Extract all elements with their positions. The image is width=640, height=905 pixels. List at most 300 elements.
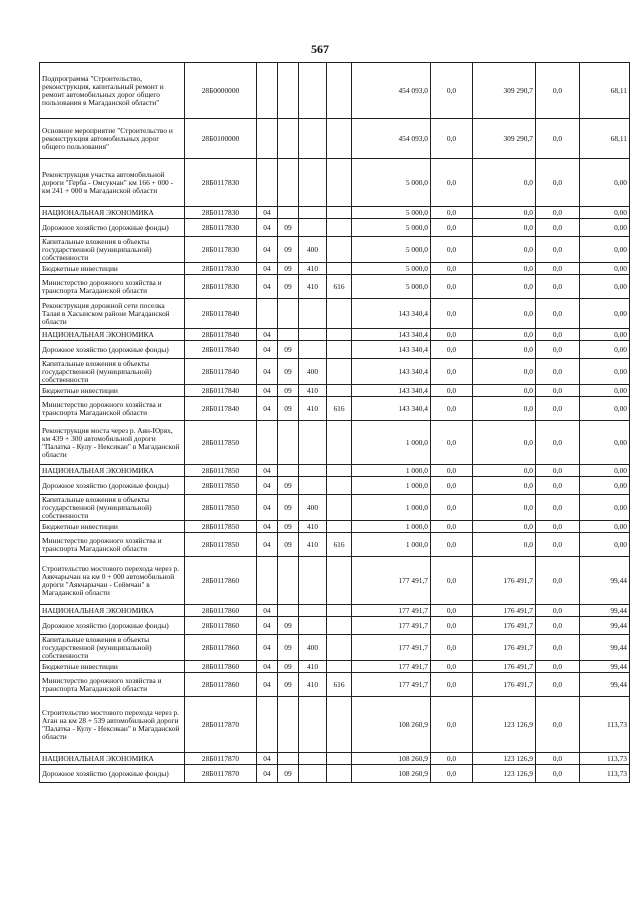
table-row — [40, 397, 630, 421]
row-value-4: 0,0 — [536, 661, 580, 673]
row-value-percent: 0,00 — [580, 397, 630, 421]
row-value-percent: 0,00 — [580, 521, 630, 533]
row-name: Министерство дорожного хозяйства и транспорта Магаданской области — [40, 397, 185, 421]
row-value-actual: 123 126,9 — [473, 753, 536, 765]
row-expense-type — [299, 219, 327, 237]
row-value-4: 0,0 — [536, 359, 580, 385]
row-name: Дорожное хозяйство (дорожные фонды) — [40, 477, 185, 495]
row-subsection — [278, 557, 299, 605]
row-value-2: 0,0 — [431, 753, 473, 765]
row-value-4: 0,0 — [536, 159, 580, 207]
row-code: 28Б0117830 — [185, 237, 257, 263]
row-expense-type — [299, 299, 327, 329]
row-value-plan: 5 000,0 — [352, 219, 431, 237]
row-code: 28Б0117860 — [185, 661, 257, 673]
row-ministry-code — [327, 421, 352, 465]
row-expense-type: 410 — [299, 661, 327, 673]
row-code: 28Б0117840 — [185, 385, 257, 397]
row-expense-type: 400 — [299, 635, 327, 661]
table-row — [40, 661, 630, 673]
row-subsection — [278, 697, 299, 753]
row-value-2: 0,0 — [431, 765, 473, 783]
row-value-plan: 1 000,0 — [352, 421, 431, 465]
row-value-4: 0,0 — [536, 341, 580, 359]
row-code: 28Б0117840 — [185, 329, 257, 341]
row-section: 04 — [257, 359, 278, 385]
table-row — [40, 605, 630, 617]
row-ministry-code — [327, 661, 352, 673]
row-value-plan: 143 340,4 — [352, 329, 431, 341]
row-subsection: 09 — [278, 477, 299, 495]
row-value-actual: 0,0 — [473, 397, 536, 421]
row-value-actual: 0,0 — [473, 207, 536, 219]
row-code: 28Б0117860 — [185, 635, 257, 661]
row-code: 28Б0117870 — [185, 765, 257, 783]
row-value-4: 0,0 — [536, 521, 580, 533]
row-value-plan: 108 260,9 — [352, 753, 431, 765]
row-expense-type — [299, 477, 327, 495]
row-value-actual: 0,0 — [473, 237, 536, 263]
row-name: НАЦИОНАЛЬНАЯ ЭКОНОМИКА — [40, 465, 185, 477]
row-name: НАЦИОНАЛЬНАЯ ЭКОНОМИКА — [40, 207, 185, 219]
row-value-plan: 5 000,0 — [352, 263, 431, 275]
row-section — [257, 557, 278, 605]
row-value-2: 0,0 — [431, 63, 473, 119]
row-value-plan: 177 491,7 — [352, 635, 431, 661]
row-value-percent: 0,00 — [580, 207, 630, 219]
table-row — [40, 219, 630, 237]
row-section — [257, 63, 278, 119]
row-value-plan: 1 000,0 — [352, 477, 431, 495]
row-code: 28Б0117860 — [185, 617, 257, 635]
row-value-percent: 0,00 — [580, 263, 630, 275]
row-ministry-code — [327, 359, 352, 385]
row-ministry-code — [327, 119, 352, 159]
row-value-4: 0,0 — [536, 421, 580, 465]
row-value-plan: 177 491,7 — [352, 617, 431, 635]
row-expense-type — [299, 119, 327, 159]
row-value-2: 0,0 — [431, 263, 473, 275]
row-name: Дорожное хозяйство (дорожные фонды) — [40, 341, 185, 359]
row-section: 04 — [257, 673, 278, 697]
row-expense-type — [299, 697, 327, 753]
row-value-plan: 177 491,7 — [352, 557, 431, 605]
row-value-actual: 176 491,7 — [473, 557, 536, 605]
table-row — [40, 159, 630, 207]
row-code: 28Б0117850 — [185, 477, 257, 495]
page-number: 567 — [311, 42, 329, 56]
row-value-percent: 99,44 — [580, 661, 630, 673]
table-row — [40, 263, 630, 275]
row-ministry-code — [327, 299, 352, 329]
row-name: Основное мероприятие "Строительство и реконструкция автомобильных дорог общего пользования" — [40, 119, 185, 159]
row-value-percent: 0,00 — [580, 385, 630, 397]
table-row — [40, 635, 630, 661]
row-code: 28Б0000000 — [185, 63, 257, 119]
row-section — [257, 697, 278, 753]
row-value-actual: 0,0 — [473, 299, 536, 329]
row-value-plan: 177 491,7 — [352, 605, 431, 617]
row-value-2: 0,0 — [431, 359, 473, 385]
row-ministry-code — [327, 495, 352, 521]
row-value-plan: 108 260,9 — [352, 697, 431, 753]
row-section: 04 — [257, 605, 278, 617]
row-value-2: 0,0 — [431, 533, 473, 557]
row-ministry-code — [327, 341, 352, 359]
row-value-plan: 5 000,0 — [352, 275, 431, 299]
row-value-4: 0,0 — [536, 219, 580, 237]
row-value-2: 0,0 — [431, 465, 473, 477]
row-value-2: 0,0 — [431, 207, 473, 219]
row-value-4: 0,0 — [536, 753, 580, 765]
row-value-percent: 0,00 — [580, 329, 630, 341]
row-code: 28Б0117830 — [185, 159, 257, 207]
row-value-percent: 0,00 — [580, 465, 630, 477]
row-value-actual: 0,0 — [473, 421, 536, 465]
row-code: 28Б0117860 — [185, 605, 257, 617]
row-section: 04 — [257, 275, 278, 299]
row-ministry-code — [327, 329, 352, 341]
table-row — [40, 329, 630, 341]
row-section: 04 — [257, 495, 278, 521]
row-section: 04 — [257, 219, 278, 237]
row-value-2: 0,0 — [431, 385, 473, 397]
row-expense-type — [299, 753, 327, 765]
row-expense-type: 400 — [299, 359, 327, 385]
row-subsection: 09 — [278, 359, 299, 385]
row-value-plan: 177 491,7 — [352, 673, 431, 697]
row-name: Дорожное хозяйство (дорожные фонды) — [40, 765, 185, 783]
row-name: Дорожное хозяйство (дорожные фонды) — [40, 617, 185, 635]
table-row — [40, 359, 630, 385]
row-ministry-code — [327, 237, 352, 263]
row-name: Бюджетные инвестиции — [40, 661, 185, 673]
row-value-2: 0,0 — [431, 421, 473, 465]
row-subsection: 09 — [278, 661, 299, 673]
row-value-2: 0,0 — [431, 617, 473, 635]
row-section: 04 — [257, 661, 278, 673]
row-code: 28Б0117870 — [185, 697, 257, 753]
row-value-4: 0,0 — [536, 557, 580, 605]
row-value-percent: 0,00 — [580, 359, 630, 385]
row-name: Бюджетные инвестиции — [40, 521, 185, 533]
row-expense-type: 410 — [299, 275, 327, 299]
row-value-actual: 0,0 — [473, 385, 536, 397]
row-value-2: 0,0 — [431, 661, 473, 673]
row-expense-type: 410 — [299, 533, 327, 557]
row-subsection: 09 — [278, 219, 299, 237]
row-value-4: 0,0 — [536, 385, 580, 397]
row-value-actual: 0,0 — [473, 359, 536, 385]
row-value-actual: 0,0 — [473, 263, 536, 275]
row-ministry-code: 616 — [327, 673, 352, 697]
row-value-percent: 0,00 — [580, 237, 630, 263]
row-value-percent: 0,00 — [580, 159, 630, 207]
table-row — [40, 521, 630, 533]
table-row — [40, 237, 630, 263]
row-value-actual: 0,0 — [473, 159, 536, 207]
row-subsection — [278, 159, 299, 207]
row-subsection: 09 — [278, 495, 299, 521]
row-name: НАЦИОНАЛЬНАЯ ЭКОНОМИКА — [40, 605, 185, 617]
table-row — [40, 275, 630, 299]
row-value-2: 0,0 — [431, 329, 473, 341]
row-value-percent: 68,11 — [580, 119, 630, 159]
row-name: Дорожное хозяйство (дорожные фонды) — [40, 219, 185, 237]
row-ministry-code — [327, 753, 352, 765]
row-subsection: 09 — [278, 385, 299, 397]
row-code: 28Б0117830 — [185, 207, 257, 219]
row-ministry-code — [327, 207, 352, 219]
row-value-actual: 0,0 — [473, 495, 536, 521]
row-expense-type — [299, 557, 327, 605]
row-section: 04 — [257, 397, 278, 421]
row-subsection: 09 — [278, 275, 299, 299]
row-value-2: 0,0 — [431, 237, 473, 263]
row-subsection — [278, 207, 299, 219]
row-code: 28Б0117830 — [185, 275, 257, 299]
row-section: 04 — [257, 207, 278, 219]
row-name: Строительство мостового перехода через р. Аякчарычан на км 0 + 000 автомобильной дороги "Аякчарычан - Сеймчан" в Магаданской области — [40, 557, 185, 605]
row-value-plan: 5 000,0 — [352, 237, 431, 263]
table-row — [40, 765, 630, 783]
row-value-plan: 1 000,0 — [352, 521, 431, 533]
row-value-percent: 99,44 — [580, 605, 630, 617]
row-code: 28Б0117870 — [185, 753, 257, 765]
row-value-4: 0,0 — [536, 605, 580, 617]
row-section — [257, 421, 278, 465]
row-value-actual: 309 290,7 — [473, 119, 536, 159]
row-code: 28Б0117830 — [185, 263, 257, 275]
row-value-actual: 0,0 — [473, 329, 536, 341]
row-value-plan: 177 491,7 — [352, 661, 431, 673]
row-expense-type: 410 — [299, 385, 327, 397]
row-ministry-code — [327, 465, 352, 477]
row-value-percent: 113,73 — [580, 697, 630, 753]
row-subsection — [278, 299, 299, 329]
row-value-actual: 176 491,7 — [473, 673, 536, 697]
row-value-percent: 0,00 — [580, 495, 630, 521]
row-ministry-code: 616 — [327, 533, 352, 557]
row-section: 04 — [257, 385, 278, 397]
row-code: 28Б0100000 — [185, 119, 257, 159]
row-value-actual: 176 491,7 — [473, 617, 536, 635]
row-value-percent: 0,00 — [580, 421, 630, 465]
row-value-percent: 99,44 — [580, 673, 630, 697]
table-row — [40, 385, 630, 397]
row-subsection: 09 — [278, 635, 299, 661]
row-expense-type: 410 — [299, 397, 327, 421]
row-value-2: 0,0 — [431, 521, 473, 533]
row-name: Капитальные вложения в объекты государственной (муниципальной) собственности — [40, 359, 185, 385]
row-expense-type: 410 — [299, 673, 327, 697]
row-value-4: 0,0 — [536, 673, 580, 697]
table-row — [40, 477, 630, 495]
row-expense-type — [299, 465, 327, 477]
row-expense-type: 400 — [299, 495, 327, 521]
row-value-percent: 113,73 — [580, 753, 630, 765]
row-code: 28Б0117860 — [185, 557, 257, 605]
row-subsection: 09 — [278, 617, 299, 635]
row-name: Бюджетные инвестиции — [40, 263, 185, 275]
row-value-plan: 143 340,4 — [352, 397, 431, 421]
row-expense-type: 400 — [299, 237, 327, 263]
row-value-2: 0,0 — [431, 635, 473, 661]
row-value-2: 0,0 — [431, 299, 473, 329]
row-code: 28Б0117860 — [185, 673, 257, 697]
row-code: 28Б0117840 — [185, 359, 257, 385]
row-value-actual: 0,0 — [473, 477, 536, 495]
row-name: Реконструкция моста через р. Аян-Юрях, км 439 + 300 автомобильной дороги "Палатка - Кулу - Нексикан" в Магаданской области — [40, 421, 185, 465]
row-code: 28Б0117850 — [185, 465, 257, 477]
row-value-2: 0,0 — [431, 673, 473, 697]
row-ministry-code: 616 — [327, 275, 352, 299]
row-section — [257, 299, 278, 329]
row-name: Подпрограмма "Строительство, реконструкция, капитальный ремонт и ремонт автомобильных дорог общего пользования в Магаданской области" — [40, 63, 185, 119]
row-value-plan: 5 000,0 — [352, 159, 431, 207]
row-name: Реконструкция участка автомобильной дороги "Герба - Омсукчан" км 166 + 000 - км 241 + 000 в Магаданской области — [40, 159, 185, 207]
row-name: Министерство дорожного хозяйства и транспорта Магаданской области — [40, 533, 185, 557]
row-subsection: 09 — [278, 263, 299, 275]
row-section: 04 — [257, 617, 278, 635]
row-code: 28Б0117850 — [185, 421, 257, 465]
row-value-actual: 309 290,7 — [473, 63, 536, 119]
row-value-plan: 143 340,4 — [352, 341, 431, 359]
row-value-2: 0,0 — [431, 219, 473, 237]
table-row — [40, 465, 630, 477]
row-subsection — [278, 465, 299, 477]
row-value-actual: 0,0 — [473, 521, 536, 533]
row-expense-type — [299, 63, 327, 119]
row-subsection — [278, 119, 299, 159]
row-value-plan: 1 000,0 — [352, 533, 431, 557]
row-value-plan: 1 000,0 — [352, 465, 431, 477]
row-name: Строительство мостового перехода через р. Аган на км 28 + 539 автомобильной дороги "Палатка - Кулу - Нексикан" в Магаданской области — [40, 697, 185, 753]
row-value-percent: 0,00 — [580, 219, 630, 237]
row-value-4: 0,0 — [536, 275, 580, 299]
row-value-percent: 99,44 — [580, 557, 630, 605]
table-row — [40, 753, 630, 765]
row-name: Реконструкция дорожной сети поселка Талая в Хасынском районе Магаданской области — [40, 299, 185, 329]
table-row — [40, 119, 630, 159]
row-subsection — [278, 753, 299, 765]
row-value-4: 0,0 — [536, 465, 580, 477]
row-ministry-code — [327, 765, 352, 783]
row-name: Бюджетные инвестиции — [40, 385, 185, 397]
table-row — [40, 495, 630, 521]
row-value-percent: 99,44 — [580, 617, 630, 635]
row-ministry-code — [327, 557, 352, 605]
row-subsection — [278, 605, 299, 617]
row-value-2: 0,0 — [431, 605, 473, 617]
table-row — [40, 533, 630, 557]
row-value-4: 0,0 — [536, 635, 580, 661]
row-subsection: 09 — [278, 533, 299, 557]
row-section: 04 — [257, 753, 278, 765]
row-subsection: 09 — [278, 765, 299, 783]
row-name: Капитальные вложения в объекты государственной (муниципальной) собственности — [40, 237, 185, 263]
row-value-2: 0,0 — [431, 557, 473, 605]
row-value-4: 0,0 — [536, 533, 580, 557]
row-code: 28Б0117850 — [185, 533, 257, 557]
table-row — [40, 617, 630, 635]
row-value-2: 0,0 — [431, 341, 473, 359]
table-row — [40, 341, 630, 359]
row-code: 28Б0117850 — [185, 495, 257, 521]
row-expense-type — [299, 329, 327, 341]
row-value-percent: 0,00 — [580, 341, 630, 359]
row-value-percent: 68,11 — [580, 63, 630, 119]
row-ministry-code — [327, 219, 352, 237]
row-subsection: 09 — [278, 397, 299, 421]
budget-table — [39, 62, 630, 783]
row-ministry-code — [327, 617, 352, 635]
table-row — [40, 207, 630, 219]
row-value-4: 0,0 — [536, 263, 580, 275]
row-subsection: 09 — [278, 521, 299, 533]
row-section — [257, 119, 278, 159]
row-code: 28Б0117840 — [185, 299, 257, 329]
row-code: 28Б0117840 — [185, 397, 257, 421]
row-value-2: 0,0 — [431, 397, 473, 421]
row-subsection: 09 — [278, 341, 299, 359]
row-section: 04 — [257, 635, 278, 661]
row-section: 04 — [257, 533, 278, 557]
row-name: Министерство дорожного хозяйства и транспорта Магаданской области — [40, 673, 185, 697]
row-value-percent: 0,00 — [580, 477, 630, 495]
row-expense-type — [299, 765, 327, 783]
row-expense-type — [299, 605, 327, 617]
row-ministry-code — [327, 635, 352, 661]
row-value-2: 0,0 — [431, 477, 473, 495]
row-value-4: 0,0 — [536, 329, 580, 341]
row-section: 04 — [257, 477, 278, 495]
row-section: 04 — [257, 521, 278, 533]
row-value-percent: 113,73 — [580, 765, 630, 783]
row-value-actual: 123 126,9 — [473, 697, 536, 753]
row-code: 28Б0117840 — [185, 341, 257, 359]
row-value-percent: 0,00 — [580, 275, 630, 299]
row-subsection: 09 — [278, 237, 299, 263]
row-value-4: 0,0 — [536, 617, 580, 635]
row-value-plan: 108 260,9 — [352, 765, 431, 783]
row-ministry-code — [327, 159, 352, 207]
row-name: Капитальные вложения в объекты государственной (муниципальной) собственности — [40, 495, 185, 521]
row-value-actual: 176 491,7 — [473, 661, 536, 673]
row-value-2: 0,0 — [431, 159, 473, 207]
row-value-4: 0,0 — [536, 299, 580, 329]
row-value-4: 0,0 — [536, 207, 580, 219]
row-name: Министерство дорожного хозяйства и транспорта Магаданской области — [40, 275, 185, 299]
row-value-4: 0,0 — [536, 237, 580, 263]
row-ministry-code — [327, 477, 352, 495]
row-value-actual: 176 491,7 — [473, 635, 536, 661]
table-row — [40, 63, 630, 119]
row-ministry-code: 616 — [327, 397, 352, 421]
row-ministry-code — [327, 521, 352, 533]
row-section: 04 — [257, 263, 278, 275]
row-value-4: 0,0 — [536, 397, 580, 421]
row-expense-type: 410 — [299, 521, 327, 533]
row-section: 04 — [257, 765, 278, 783]
row-value-percent: 0,00 — [580, 533, 630, 557]
row-ministry-code — [327, 263, 352, 275]
row-value-4: 0,0 — [536, 119, 580, 159]
row-value-4: 0,0 — [536, 477, 580, 495]
row-value-actual: 0,0 — [473, 341, 536, 359]
row-value-4: 0,0 — [536, 63, 580, 119]
row-expense-type — [299, 207, 327, 219]
